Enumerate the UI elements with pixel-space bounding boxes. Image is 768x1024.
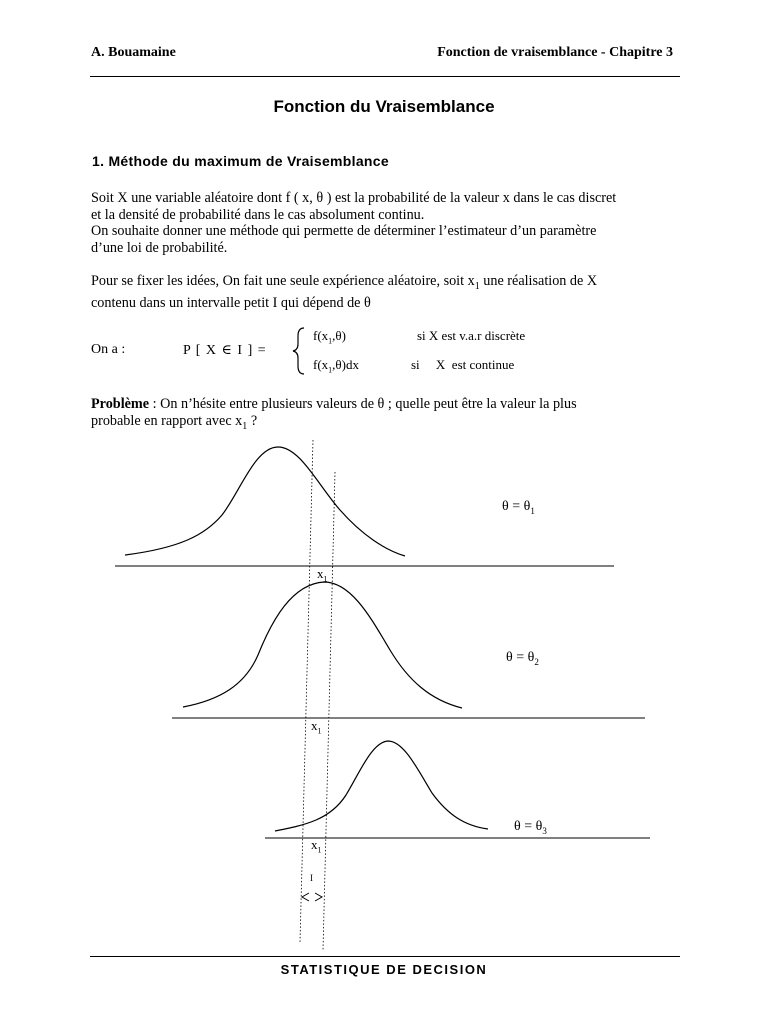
density-curve-theta2 bbox=[183, 582, 462, 708]
paragraph-line: et la densité de probabilité dans le cas absolument continu. bbox=[91, 206, 425, 223]
paragraph-line: Soit X une variable aléatoire dont f ( x, θ ) est la probabilité de la valeur x dans le cas discret bbox=[91, 190, 617, 206]
x1-label-2: $x_1$ bbox=[311, 718, 322, 736]
header-chapter: Fonction de vraisemblance - Chapitre 3 bbox=[437, 45, 673, 60]
interval-arrow-left bbox=[302, 893, 309, 901]
paragraph-line: d’une loi de probabilité. bbox=[91, 239, 228, 256]
page-footer: STATISTIQUE DE DECISION bbox=[280, 962, 488, 977]
density-curve-theta3 bbox=[275, 741, 488, 831]
density-curve-theta1 bbox=[125, 447, 405, 556]
theta3-label: $\theta = \theta_3$ bbox=[514, 819, 547, 836]
paragraph-line: On souhaite donner une méthode qui permette de déterminer l’estimateur d’un paramètre bbox=[91, 223, 597, 240]
interval-arrow-right bbox=[315, 893, 322, 901]
interval-right-line bbox=[323, 472, 335, 950]
formula-case2-expr: $f(x_1,\theta)dx$ bbox=[313, 357, 359, 375]
formula-case2-condition: si X est continue bbox=[411, 357, 515, 372]
paragraph-line: Pour se fixer les idées, On fait une seule expérience aléatoire, soit $x_1$ une réalisation de X bbox=[91, 273, 598, 292]
paragraph-line: probable en rapport avec $x_1$ ? bbox=[91, 412, 258, 432]
theta1-label: $\theta = \theta_1$ bbox=[502, 499, 535, 516]
formula-case1-condition: si X est v.a.r discrète bbox=[417, 328, 526, 343]
paragraph-line: Problème : On n’hésite entre plusieurs valeurs de θ ; quelle peut être la valeur la plus bbox=[91, 396, 577, 412]
section-heading: 1. Méthode du maximum de Vraisemblance bbox=[92, 153, 389, 169]
x1-label-1: $x_1$ bbox=[317, 566, 328, 584]
footer-rule bbox=[90, 956, 680, 957]
theta2-label: $\theta = \theta_2$ bbox=[506, 650, 539, 667]
probleme-label: Problème bbox=[91, 396, 150, 412]
interval-label: I bbox=[310, 873, 313, 883]
formula-lhs: P [ X ∈ I ] = bbox=[183, 343, 266, 358]
header-author: A. Bouamaine bbox=[91, 45, 176, 60]
interval-left-line bbox=[300, 440, 313, 942]
formula-on-a: On a : bbox=[91, 342, 126, 357]
x1-label-3: $x_1$ bbox=[311, 837, 322, 855]
formula-case1-expr: $f(x_1,\theta)$ bbox=[313, 328, 346, 346]
page-title: Fonction du Vraisemblance bbox=[273, 97, 495, 116]
paragraph-line: contenu dans un intervalle petit I qui dépend de θ bbox=[91, 295, 371, 312]
